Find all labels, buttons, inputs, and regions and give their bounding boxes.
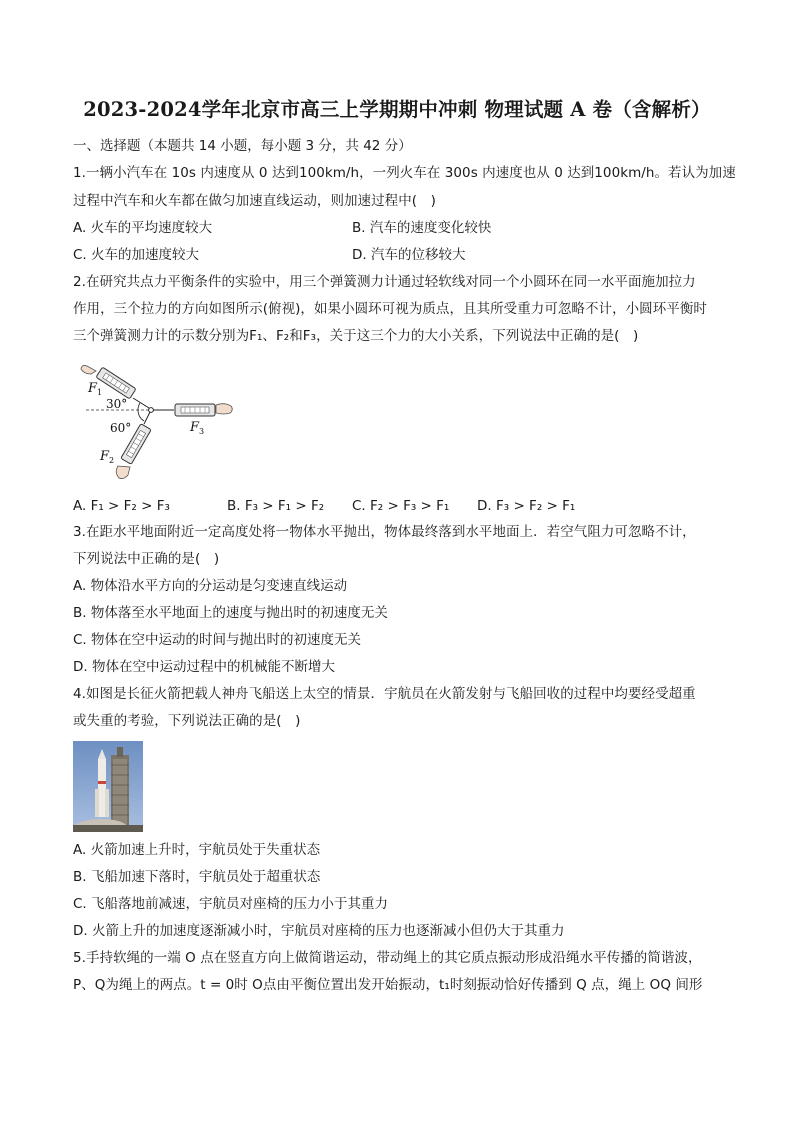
q2-stem-line3: 三个弹簧测力计的示数分别为F₁、F₂和F₃，关于这三个力的大小关系，下列说法中正确的是( ) xyxy=(73,328,639,344)
spring-scale-force-diagram xyxy=(78,356,238,482)
q1-option-a: A. 火车的平均速度较大 xyxy=(73,220,213,236)
q5-stem-line1: 5.手持软绳的一端 O 点在竖直方向上做简谐运动，带动绳上的其它质点振动形成沿绳水平传播的简谐波， xyxy=(73,950,702,966)
q2-stem-line2: 作用，三个拉力的方向如图所示(俯视)，如果小圆环可视为质点，且其所受重力可忽略不计，小圆环平衡时 xyxy=(73,301,707,317)
rocket-launch-photo xyxy=(73,741,143,832)
q4-option-a: A. 火箭加速上升时，宇航员处于失重状态 xyxy=(73,842,321,858)
label-f3: F xyxy=(190,420,200,435)
q2-option-c: C. F₂ > F₃ > F₁ xyxy=(352,498,450,514)
q4-option-b: B. 飞船加速下落时，宇航员处于超重状态 xyxy=(73,869,321,885)
q1-stem-line1: 1.一辆小汽车在 10s 内速度从 0 达到100km/h，一列火车在 300s 内速度也从 0 达到100km/h。若认为加速 xyxy=(73,165,736,181)
label-f3-sub: 3 xyxy=(199,427,205,436)
q2-option-b: B. F₃ > F₁ > F₂ xyxy=(227,498,325,514)
q1-option-d: D. 汽车的位移较大 xyxy=(352,247,466,263)
q3-option-c: C. 物体在空中运动的时间与抛出时的初速度无关 xyxy=(73,632,362,648)
q4-option-c: C. 飞船落地前减速，宇航员对座椅的压力小于其重力 xyxy=(73,896,389,912)
svg-text:F2 xyxy=(99,449,114,465)
page-title: 2023-2024学年北京市高三上学期期中冲刺 物理试题 A 卷（含解析） xyxy=(83,98,711,121)
q4-option-d: D. 火箭上升的加速度逐渐减小时，宇航员对座椅的压力也逐渐减小但仍大于其重力 xyxy=(73,923,565,939)
section-heading: 一、选择题（本题共 14 小题，每小题 3 分，共 42 分） xyxy=(73,138,412,154)
svg-text:F3 xyxy=(189,420,204,436)
q2-option-a: A. F₁ > F₂ > F₃ xyxy=(73,498,170,514)
q2-option-d: D. F₃ > F₂ > F₁ xyxy=(477,498,576,514)
q3-stem-line1: 3.在距水平地面附近一定高度处将一物体水平抛出，物体最终落到水平地面上．若空气阻力可忽略不计， xyxy=(73,524,696,540)
q3-option-b: B. 物体落至水平地面上的速度与抛出时的初速度无关 xyxy=(73,605,388,621)
angle-60-label: 60° xyxy=(110,421,132,435)
q3-option-d: D. 物体在空中运动过程中的机械能不断增大 xyxy=(73,659,335,675)
q4-stem-line2: 或失重的考验，下列说法正确的是( ) xyxy=(73,713,301,729)
q3-option-a: A. 物体沿水平方向的分运动是匀变速直线运动 xyxy=(73,578,348,594)
label-f2: F xyxy=(100,449,110,464)
label-f1-sub: 1 xyxy=(97,388,103,397)
q5-stem-line2: P、Q为绳上的两点。t = 0时 O点由平衡位置出发开始振动，t₁时刻振动恰好传播到 Q 点，绳上 OQ 间形 xyxy=(73,977,703,993)
angle-30-label: 30° xyxy=(106,397,128,411)
q1-option-b: B. 汽车的速度变化较快 xyxy=(352,220,492,236)
q1-stem-line2: 过程中汽车和火车都在做匀加速直线运动，则加速过程中( ) xyxy=(73,193,436,209)
q1-option-c: C. 火车的加速度较大 xyxy=(73,247,200,263)
label-f2-sub: 2 xyxy=(109,456,115,465)
q4-stem-line1: 4.如图是长征火箭把载人神舟飞船送上太空的情景．宇航员在火箭发射与飞船回收的过程中均要经受超重 xyxy=(73,686,696,702)
q3-stem-line2: 下列说法中正确的是( ) xyxy=(73,551,220,567)
q2-stem-line1: 2.在研究共点力平衡条件的实验中，用三个弹簧测力计通过轻软线对同一个小圆环在同一水平面施加拉力 xyxy=(73,274,696,290)
svg-text:F1 xyxy=(87,381,102,397)
label-f1: F xyxy=(88,381,98,396)
